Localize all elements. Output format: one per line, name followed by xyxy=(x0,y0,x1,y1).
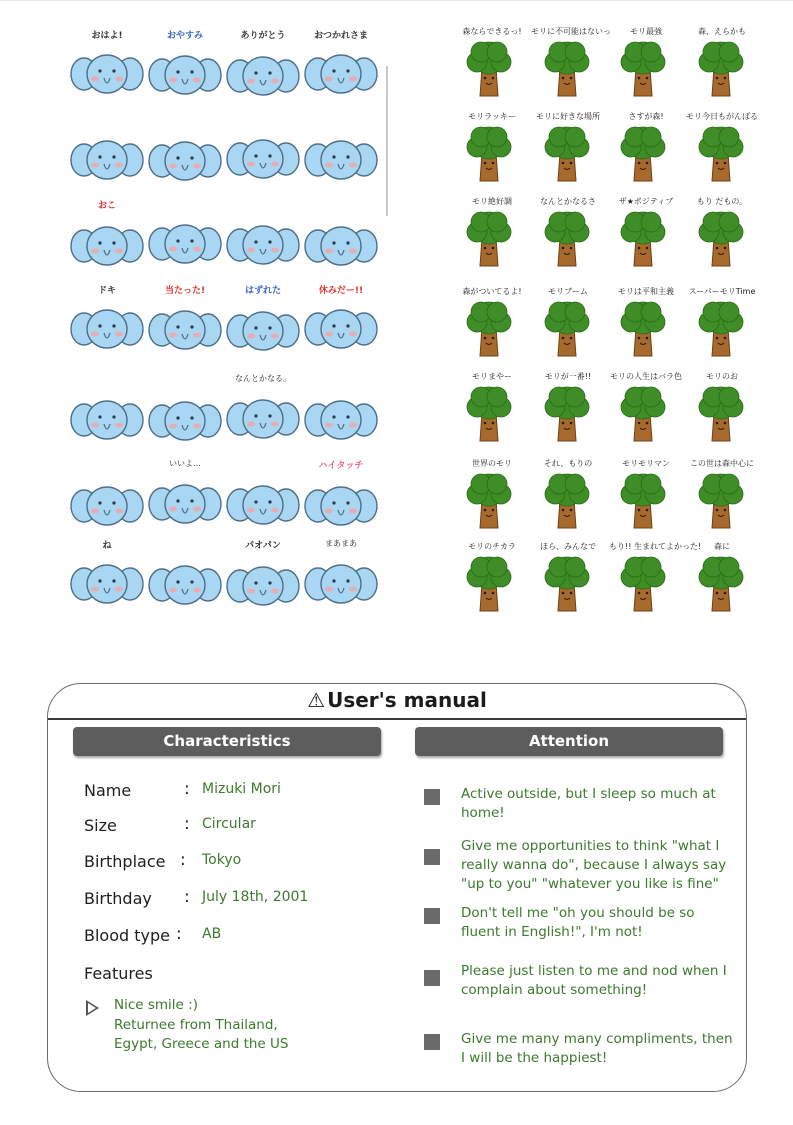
features-label: Features xyxy=(84,964,153,983)
characteristic-value: AB xyxy=(202,926,222,942)
elephant-sticker[interactable] xyxy=(70,283,144,359)
manual-title xyxy=(48,688,746,712)
attention-text: Please just listen to me and nod when I complain about something! xyxy=(461,963,727,998)
tree-character-illustration xyxy=(455,288,529,364)
elephant-sticker[interactable] xyxy=(148,113,222,189)
feature-line: Nice smile :) xyxy=(114,997,198,1013)
sticker-caption: ね xyxy=(102,541,112,551)
characteristic-label: Birthday xyxy=(84,889,152,908)
characteristic-value: July 18th, 2001 xyxy=(202,889,309,905)
elephant-illustration xyxy=(304,373,378,449)
tree-character-illustration xyxy=(609,198,683,274)
sticker-caption: モリ絶好調 xyxy=(472,197,512,206)
square-bullet-icon xyxy=(424,970,440,986)
page-top-edge xyxy=(0,0,793,1)
elephant-illustration xyxy=(304,538,378,614)
tree-character-illustration xyxy=(531,198,605,274)
tree-sticker[interactable] xyxy=(531,113,605,189)
elephant-illustration xyxy=(148,198,222,274)
sticker-caption: 森がついてるよ! xyxy=(462,287,522,296)
attention-text: Give me many many compliments, then I will be the happiest! xyxy=(461,1031,733,1066)
elephant-sticker[interactable] xyxy=(70,198,144,274)
sticker-caption: 森ならできるっ! xyxy=(462,27,522,36)
tree-sticker[interactable] xyxy=(455,543,529,619)
sticker-caption: モリまやー xyxy=(472,372,512,381)
elephant-illustration xyxy=(304,198,378,274)
tree-sticker[interactable] xyxy=(609,460,683,536)
elephant-illustration xyxy=(148,538,222,614)
tree-sticker[interactable] xyxy=(685,543,759,619)
tree-character-illustration xyxy=(531,288,605,364)
characteristic-value: Tokyo xyxy=(202,852,242,868)
elephant-illustration xyxy=(70,373,144,449)
elephant-sticker[interactable] xyxy=(304,458,378,534)
tree-sticker[interactable] xyxy=(609,198,683,274)
tree-character-illustration xyxy=(685,198,759,274)
elephant-illustration xyxy=(304,113,378,189)
tree-character-illustration xyxy=(531,543,605,619)
attention-header: Attention xyxy=(415,727,723,756)
title-divider xyxy=(48,718,746,720)
sticker-caption: モリモリマン xyxy=(622,459,670,468)
elephant-sticker[interactable] xyxy=(226,458,300,534)
tree-sticker[interactable] xyxy=(455,113,529,189)
tree-character-illustration xyxy=(531,373,605,449)
tree-character-illustration xyxy=(609,373,683,449)
tree-sticker[interactable] xyxy=(609,113,683,189)
elephant-illustration xyxy=(70,113,144,189)
elephant-sticker[interactable] xyxy=(148,458,222,534)
user-manual-card xyxy=(47,683,747,1092)
sticker-caption: おはよ! xyxy=(91,31,123,41)
sticker-caption: パオパン xyxy=(245,541,281,551)
elephant-sticker[interactable] xyxy=(148,198,222,274)
elephant-sticker[interactable] xyxy=(304,113,378,189)
elephant-sticker[interactable] xyxy=(226,198,300,274)
manual-title-text: User's manual xyxy=(327,688,487,712)
sticker-caption: おつかれさま xyxy=(314,31,368,41)
elephant-sticker[interactable] xyxy=(70,113,144,189)
tree-sticker[interactable] xyxy=(685,198,759,274)
tree-character-illustration xyxy=(685,28,759,104)
tree-character-illustration xyxy=(455,198,529,274)
elephant-sticker[interactable] xyxy=(226,538,300,614)
tree-character-illustration xyxy=(609,542,702,619)
elephant-sticker[interactable] xyxy=(304,538,378,614)
tree-character-illustration xyxy=(455,373,529,449)
sticker-caption: 世界のモリ xyxy=(472,459,512,468)
tree-sticker[interactable] xyxy=(455,460,529,536)
sticker-caption: モリのチカラ xyxy=(468,542,516,551)
sticker-caption: モリ最強 xyxy=(630,27,662,36)
elephant-sticker[interactable] xyxy=(226,28,300,104)
characteristic-label: Name xyxy=(84,781,132,800)
elephant-illustration xyxy=(226,373,300,449)
elephant-illustration xyxy=(226,113,300,189)
feature-line: Returnee from Thailand, xyxy=(114,1017,278,1033)
tree-sticker[interactable] xyxy=(685,28,759,104)
elephant-sticker[interactable] xyxy=(304,373,378,449)
characteristic-colon: : xyxy=(184,779,190,799)
sticker-caption: モリは平和主義 xyxy=(618,287,674,296)
elephant-sticker-grid xyxy=(70,28,375,608)
sticker-caption: ありがとう xyxy=(240,31,286,41)
sticker-caption: いいよ… xyxy=(169,459,201,468)
tree-sticker[interactable] xyxy=(531,288,605,364)
sticker-caption: この世は森中心に xyxy=(690,459,754,468)
elephant-illustration xyxy=(226,198,300,274)
tree-sticker[interactable] xyxy=(685,373,759,449)
elephant-illustration xyxy=(70,458,144,534)
tree-sticker[interactable] xyxy=(609,373,683,449)
elephant-sticker[interactable] xyxy=(70,28,144,104)
tree-character-illustration xyxy=(455,543,529,619)
elephant-sticker[interactable] xyxy=(70,538,144,614)
tree-character-illustration xyxy=(609,460,683,536)
sticker-caption: ほら、みんなで xyxy=(540,542,596,551)
sticker-caption: モリ今日もがんばる xyxy=(686,112,758,121)
characteristic-colon: : xyxy=(184,814,190,834)
sticker-caption: それ、もりの xyxy=(543,459,593,468)
scroll-divider xyxy=(386,66,388,216)
tree-sticker[interactable] xyxy=(685,460,759,536)
tree-character-illustration xyxy=(685,288,759,364)
attention-text: Give me opportunities to think "what I really wanna do", because I always say "up to you" "whatever you like is fine" xyxy=(461,838,727,892)
tree-character-illustration xyxy=(455,460,529,536)
tree-sticker[interactable] xyxy=(455,28,529,104)
sticker-caption: 当たった! xyxy=(164,286,206,296)
feature-line: Egypt, Greece and the US xyxy=(114,1036,289,1052)
tree-character-illustration xyxy=(455,113,529,189)
play-arrow-icon xyxy=(86,1000,99,1016)
tree-sticker-grid xyxy=(455,27,758,618)
tree-character-illustration xyxy=(609,288,683,364)
warning-icon: ⚠ xyxy=(307,688,326,712)
sticker-caption: おこ xyxy=(97,201,116,211)
tree-sticker[interactable] xyxy=(531,543,605,619)
square-bullet-icon xyxy=(424,849,440,865)
elephant-sticker[interactable] xyxy=(226,283,300,359)
tree-character-illustration xyxy=(685,113,759,189)
tree-sticker[interactable] xyxy=(531,198,605,274)
tree-sticker[interactable] xyxy=(609,28,683,104)
elephant-illustration xyxy=(148,373,222,449)
tree-sticker[interactable] xyxy=(609,288,683,364)
tree-character-illustration xyxy=(609,113,683,189)
square-bullet-icon xyxy=(424,908,440,924)
tree-character-illustration xyxy=(531,113,605,189)
tree-character-illustration xyxy=(609,28,683,104)
sticker-caption: 森に xyxy=(714,542,730,551)
sticker-caption: なんとかなるさ xyxy=(540,197,596,206)
tree-sticker[interactable] xyxy=(455,288,529,364)
attention-text: Active outside, but I sleep so much at home! xyxy=(461,786,716,821)
sticker-caption: 休みだー!! xyxy=(318,286,364,296)
tree-sticker[interactable] xyxy=(455,373,529,449)
square-bullet-icon xyxy=(424,789,440,805)
sticker-caption: さすが森! xyxy=(628,112,664,121)
tree-sticker[interactable] xyxy=(531,27,611,104)
tree-character-illustration xyxy=(685,460,759,536)
tree-sticker[interactable] xyxy=(531,460,605,536)
tree-sticker[interactable] xyxy=(455,198,529,274)
tree-character-illustration xyxy=(685,373,759,449)
sticker-caption: モリが一番!! xyxy=(544,372,592,381)
sticker-caption: ドキ xyxy=(97,286,116,296)
sticker-caption: モリに好きな場所 xyxy=(536,112,600,121)
elephant-sticker[interactable] xyxy=(148,28,222,104)
elephant-sticker[interactable] xyxy=(148,373,222,449)
elephant-illustration xyxy=(148,113,222,189)
attention-text: Don't tell me "oh you should be so fluent in English!", I'm not! xyxy=(461,905,695,940)
sticker-caption: ザ★ポジティブ xyxy=(618,197,674,206)
tree-character-illustration xyxy=(455,28,529,104)
sticker-caption: おやすみ xyxy=(166,31,203,41)
elephant-sticker[interactable] xyxy=(70,373,144,449)
characteristics-header: Characteristics xyxy=(73,727,381,756)
sticker-caption: もり!! 生まれてよかった! xyxy=(609,542,702,551)
elephant-sticker[interactable] xyxy=(148,538,222,614)
characteristic-label: Birthplace xyxy=(84,852,166,871)
characteristic-label: Blood type xyxy=(84,926,170,945)
sticker-caption: はずれた xyxy=(244,286,281,296)
characteristic-label: Size xyxy=(84,816,117,835)
elephant-sticker[interactable] xyxy=(304,283,378,359)
sticker-caption: もり だもの。 xyxy=(696,197,748,206)
tree-character-illustration xyxy=(531,27,611,104)
characteristic-value: Mizuki Mori xyxy=(202,781,281,797)
characteristic-colon: : xyxy=(184,887,190,907)
tree-sticker[interactable] xyxy=(685,113,759,189)
tree-sticker[interactable] xyxy=(531,373,605,449)
elephant-sticker[interactable] xyxy=(226,113,300,189)
characteristic-colon: : xyxy=(176,924,182,944)
sticker-caption: モリラッキー xyxy=(468,112,516,121)
elephant-sticker[interactable] xyxy=(148,283,222,359)
elephant-sticker[interactable] xyxy=(304,198,378,274)
elephant-sticker[interactable] xyxy=(70,458,144,534)
sticker-caption: スーパーモリTime xyxy=(688,287,756,296)
sticker-caption: モリに不可能はないっ xyxy=(531,27,611,36)
sticker-caption: モリのお xyxy=(706,372,738,381)
tree-sticker[interactable] xyxy=(685,288,759,364)
tree-sticker[interactable] xyxy=(609,542,702,619)
sticker-caption: モリブーム xyxy=(548,287,588,296)
elephant-illustration xyxy=(148,458,222,534)
characteristic-colon: : xyxy=(180,850,186,870)
sticker-caption: なんとかなる。 xyxy=(235,374,291,383)
sticker-caption: 森、えらかも xyxy=(698,27,746,36)
sticker-caption: まあまあ xyxy=(325,539,357,548)
characteristic-value: Circular xyxy=(202,816,256,832)
elephant-sticker[interactable] xyxy=(226,373,300,449)
tree-character-illustration xyxy=(685,543,759,619)
elephant-sticker[interactable] xyxy=(304,28,378,104)
tree-character-illustration xyxy=(531,460,605,536)
sticker-caption: モリの人生はバラ色 xyxy=(610,372,682,381)
square-bullet-icon xyxy=(424,1034,440,1050)
sticker-caption: ハイタッチ xyxy=(318,461,364,471)
elephant-illustration xyxy=(226,458,300,534)
